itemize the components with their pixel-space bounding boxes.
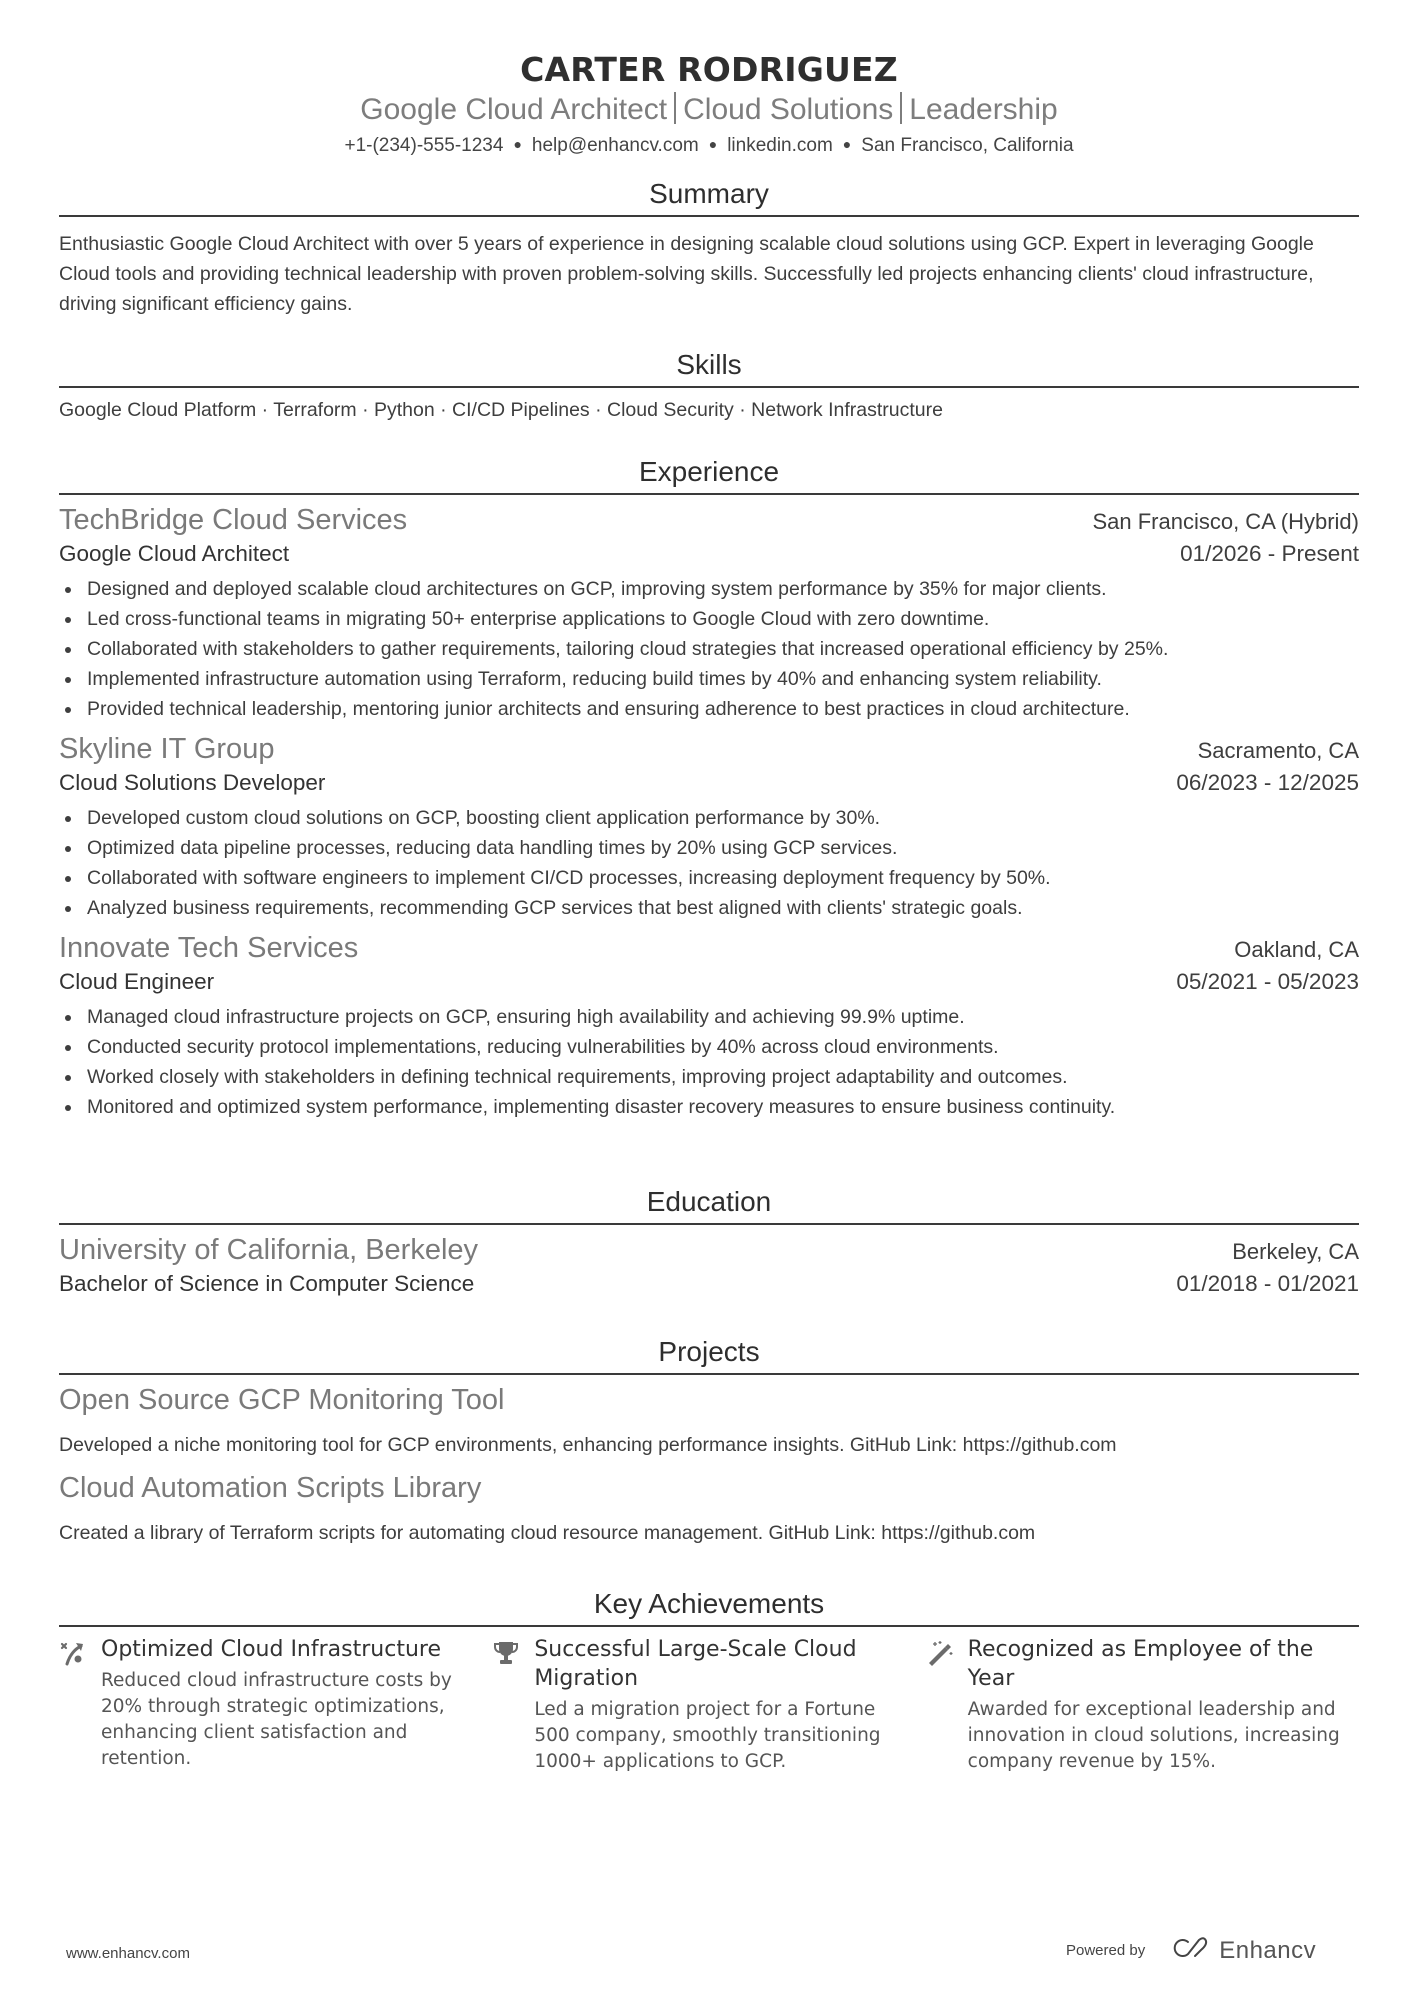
path-arrow-icon [59,1635,101,1775]
skills-list: Google Cloud Platform · Terraform · Python · CI/CD Pipelines · Cloud Security · Network Infrastructure [59,399,943,421]
headline-title: Cloud Solutions [683,93,894,126]
bullet-separator: ● [513,136,522,152]
achievement-description: Awarded for exceptional leadership and innovation in cloud solutions, increasing company revenue by 15%. [967,1699,1340,1772]
school-location: Berkeley, CA [1232,1239,1359,1264]
achievement-title: Recognized as Employee of the Year [967,1637,1314,1691]
bullet-separator: ● [708,136,718,152]
bullet-item: Monitored and optimized system performance, implementing disaster recovery measures to ensure business continuity. [59,1092,1359,1122]
resume-page [59,0,1359,1772]
bullet-item: Implemented infrastructure automation using Terraform, reducing build times by 40% and enhancing system reliability. [59,664,1359,694]
education-entry [59,1231,1359,1299]
company-name: Innovate Tech Services [59,932,359,964]
company-name: TechBridge Cloud Services [59,504,408,536]
achievement-item [59,1635,492,1775]
achievement-title: Optimized Cloud Infrastructure [101,1637,441,1662]
job-dates: 01/2026 - Present [1180,541,1359,566]
bullet-item: Optimized data pipeline processes, reducing data handling times by 20% using GCP services. [59,833,1359,863]
footer-branding [1066,1936,1316,1965]
section-divider [59,386,1359,388]
experience-section [59,454,1359,1122]
section-divider [59,1625,1359,1627]
trophy-icon [492,1635,534,1775]
job-entry [59,501,1359,724]
project-entry [59,1381,1359,1459]
section-divider [59,1373,1359,1375]
bullet-item: Designed and deployed scalable cloud architectures on GCP, improving system performance by 35% for major clients. [59,574,1359,604]
job-bullets [59,803,1359,923]
bullet-item: Developed custom cloud solutions on GCP, boosting client application performance by 30%. [59,803,1359,833]
achievement-item [926,1635,1359,1775]
achievements-section [59,1586,1359,1775]
headline-title: Google Cloud Architect [360,93,668,126]
magic-wand-icon [926,1635,968,1775]
school-name: University of California, Berkeley [59,1234,479,1266]
section-title: Summary [649,178,769,209]
company-name: Skyline IT Group [59,733,275,765]
project-description: Created a library of Terraform scripts for automating cloud resource management. GitHub Link: https://github.com [59,1522,1036,1544]
bullet-item: Provided technical leadership, mentoring junior architects and ensuring adherence to best practices in cloud architecture. [59,694,1359,724]
powered-by-label: Powered by [1066,1942,1146,1959]
section-title: Projects [658,1336,760,1367]
candidate-name: CARTER RODRIGUEZ [520,50,898,89]
achievement-title: Successful Large-Scale Cloud Migration [534,1637,857,1691]
brand-name: Enhancv [1219,1936,1317,1964]
bullet-item: Managed cloud infrastructure projects on GCP, ensuring high availability and achieving 99.9% uptime. [59,1002,1359,1032]
project-entry [59,1469,1359,1547]
enhancv-logo-icon [1171,1936,1211,1965]
bullet-separator: ● [842,136,852,152]
phone: +1-(234)-555-1234 [344,135,504,156]
section-title: Skills [676,349,742,380]
headline-title: Leadership [909,93,1058,126]
job-dates: 05/2021 - 05/2023 [1176,969,1359,994]
resume-header [59,0,1359,159]
section-title: Education [646,1186,772,1217]
bullet-item: Worked closely with stakeholders in defining technical requirements, improving project adaptability and outcomes. [59,1062,1359,1092]
job-dates: 06/2023 - 12/2025 [1176,770,1359,795]
achievement-description: Reduced cloud infrastructure costs by 20% through strategic optimizations, enhancing client satisfaction and retention. [101,1670,452,1769]
bullet-item: Analyzed business requirements, recommending GCP services that best aligned with clients' strategic goals. [59,893,1359,923]
email-link[interactable]: help@enhancv.com [531,135,699,156]
job-role: Google Cloud Architect [59,541,290,566]
education-section [59,1184,1359,1299]
bullet-item: Collaborated with software engineers to implement CI/CD processes, increasing deployment frequency by 50%. [59,863,1359,893]
location: San Francisco, California [861,135,1074,156]
footer-website-link[interactable]: www.enhancv.com [66,1945,190,1962]
job-entry [59,929,1359,1122]
section-title: Experience [638,456,780,487]
achievements-grid [59,1635,1359,1775]
job-role: Cloud Solutions Developer [59,770,326,795]
job-location: Oakland, CA [1234,937,1359,962]
section-divider [59,493,1359,495]
bullet-item: Conducted security protocol implementations, reducing vulnerabilities by 40% across cloud environments. [59,1032,1359,1062]
job-bullets [59,1002,1359,1122]
project-description: Developed a niche monitoring tool for GCP environments, enhancing performance insights. GitHub Link: https://github.com [59,1434,1117,1456]
project-title: Cloud Automation Scripts Library [59,1472,482,1504]
job-location: San Francisco, CA (Hybrid) [1092,509,1359,534]
degree: Bachelor of Science in Computer Science [59,1271,475,1296]
job-role: Cloud Engineer [59,969,215,994]
achievement-description: Led a migration project for a Fortune 500 company, smoothly transitioning 1000+ applications to GCP. [534,1699,881,1772]
section-divider [59,215,1359,217]
projects-section [59,1334,1359,1547]
job-bullets [59,574,1359,724]
bullet-item: Collaborated with stakeholders to gather requirements, tailoring cloud strategies that increased operational efficiency by 25%. [59,634,1359,664]
summary-section [59,176,1359,319]
project-title: Open Source GCP Monitoring Tool [59,1384,505,1416]
contact-info [59,131,1359,159]
section-divider [59,1223,1359,1225]
divider [900,92,902,124]
bullet-item: Led cross-functional teams in migrating 50+ enterprise applications to Google Cloud with zero downtime. [59,604,1359,634]
job-location: Sacramento, CA [1197,738,1359,763]
job-entry [59,730,1359,923]
summary-text: Enthusiastic Google Cloud Architect with over 5 years of experience in designing scalable cloud solutions using GCP. Expert in leveraging Google Cloud tools and providing technical leadership with proven problem-solving skills. Successfully led projects enhancing clients' cloud infrastructure, driving significant efficiency gains. [59,233,1314,315]
section-title: Key Achievements [593,1588,825,1619]
skills-section [59,347,1359,424]
divider [674,92,676,124]
headline-titles [59,91,1359,129]
achievement-item [492,1635,925,1775]
education-dates: 01/2018 - 01/2021 [1176,1271,1359,1296]
linkedin-link[interactable]: linkedin.com [727,135,833,156]
